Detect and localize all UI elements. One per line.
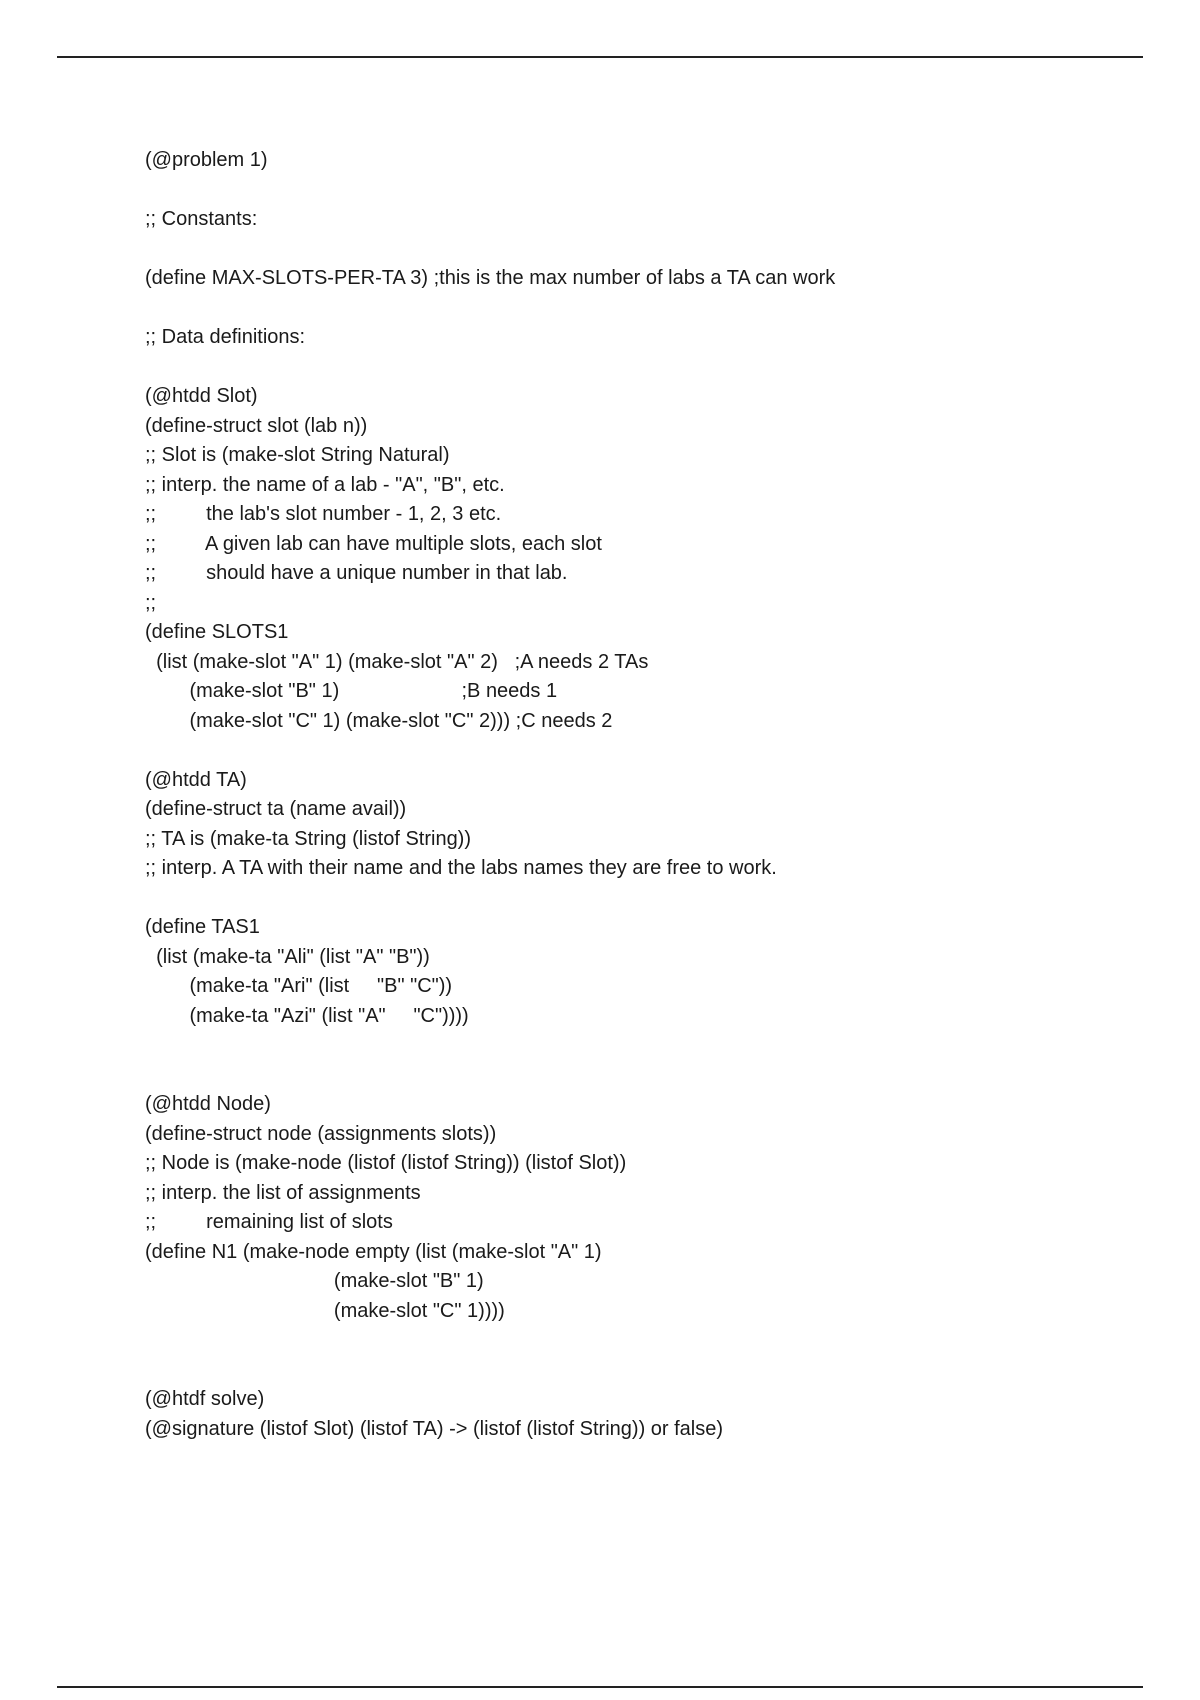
blank-line	[145, 1031, 1145, 1061]
code-line: (@signature (listof Slot) (listof TA) -> (listof (listof String)) or false)	[145, 1417, 724, 1440]
code-line: (make-slot "B" 1)	[145, 1270, 484, 1292]
code-line: ;; the lab's slot number - 1, 2, 3 etc.	[145, 503, 502, 525]
blank-line	[145, 294, 1145, 324]
code-line: (@htdd Node)	[145, 1093, 271, 1115]
code-line: (define SLOTS1	[145, 621, 289, 643]
code-line: (list (make-slot "A" 1) (make-slot "A" 2) ;A needs 2 TAs	[145, 650, 649, 673]
code-line: (make-ta "Azi" (list "A" "C"))))	[145, 1004, 469, 1027]
code-line: (@problem 1)	[145, 149, 268, 171]
code-line: ;; interp. the list of assignments	[145, 1181, 421, 1204]
code-line: ;; TA is (make-ta String (listof String))	[145, 827, 472, 850]
code-line: ;; Slot is (make-slot String Natural)	[145, 444, 450, 466]
code-line: (@htdf solve)	[145, 1388, 265, 1410]
code-line: (make-slot "C" 1) (make-slot "C" 2))) ;C needs 2	[145, 709, 613, 732]
blank-line	[145, 1326, 1145, 1356]
code-line: ;; Data definitions:	[145, 326, 306, 348]
code-line: ;; should have a unique number in that lab.	[145, 562, 568, 584]
blank-line	[145, 235, 1145, 265]
code-line: ;; A given lab can have multiple slots, each slot	[145, 532, 602, 555]
blank-line	[145, 1061, 1145, 1091]
code-line: (define-struct node (assignments slots))	[145, 1122, 497, 1145]
blank-line	[145, 884, 1145, 914]
blank-line	[145, 353, 1145, 383]
code-line: (make-slot "C" 1))))	[145, 1299, 505, 1322]
blank-line	[145, 1356, 1145, 1386]
code-line: ;; interp. A TA with their name and the labs names they are free to work.	[145, 857, 777, 879]
code-line: ;; Constants:	[145, 208, 258, 230]
code-line: (define TAS1	[145, 916, 260, 938]
bottom-rule	[57, 1686, 1143, 1688]
code-line: (make-slot "B" 1) ;B needs 1	[145, 680, 558, 702]
code-line: ;; remaining list of slots	[145, 1211, 393, 1233]
code-line: (define MAX-SLOTS-PER-TA 3) ;this is the max number of labs a TA can work	[145, 267, 836, 289]
blank-line	[145, 736, 1145, 766]
code-line: ;; interp. the name of a lab - "A", "B", etc.	[145, 473, 505, 496]
code-line: (define-struct ta (name avail))	[145, 798, 407, 820]
code-line: (make-ta "Ari" (list "B" "C"))	[145, 975, 453, 997]
code-line: ;; Node is (make-node (listof (listof String)) (listof Slot))	[145, 1152, 627, 1174]
code-line: (@htdd TA)	[145, 768, 247, 791]
code-line: (@htdd Slot)	[145, 385, 258, 407]
blank-line	[145, 176, 1145, 206]
code-line: (define-struct slot (lab n))	[145, 414, 368, 437]
top-rule	[57, 56, 1143, 58]
code-line: ;;	[145, 591, 157, 614]
code-line: (list (make-ta "Ali" (list "A" "B"))	[145, 945, 430, 968]
code-listing	[145, 146, 1145, 1444]
code-line: (define N1 (make-node empty (list (make-slot "A" 1)	[145, 1240, 602, 1263]
